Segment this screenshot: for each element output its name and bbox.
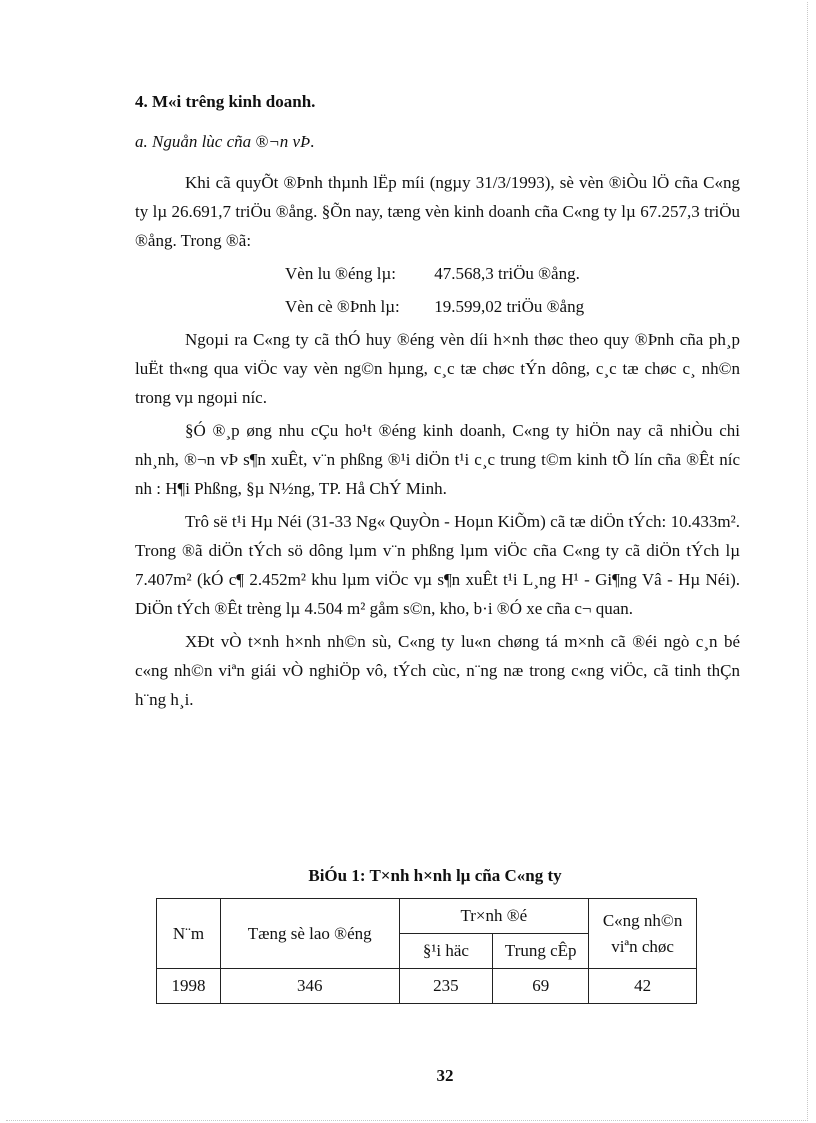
- cell-total: 346: [220, 969, 399, 1004]
- cell-year: 1998: [157, 969, 221, 1004]
- document-body: [135, 90, 740, 718]
- fixed-capital-line: [285, 292, 740, 321]
- paragraph-capital: Khi cã quyÕt ®Þnh thµnh lËp míi (ngµy 31/3/1993), sè vèn ®iÒu lÖ cña C«ng ty lµ 26.691,7 triÖu ®ång. §Õn nay, tæng vèn kinh doanh cña C«ng ty lµ 67.257,3 triÖu ®ång. Trong ®ã:: [135, 173, 740, 250]
- working-capital-line: [285, 259, 740, 288]
- page-number: 32: [436, 1066, 454, 1085]
- fixed-capital-value: 19.599,02 triÖu ®ång: [434, 297, 585, 316]
- cell-college: 69: [493, 969, 589, 1004]
- working-capital-value: 47.568,3 triÖu ®ång.: [434, 264, 580, 283]
- paragraph-funding: Ngoµi ra C«ng ty cã thÓ huy ®éng vèn díi h×nh thøc theo quy ®Þnh cña ph¸p luËt th«ng qua viÖc vay vèn ng©n hµng, c¸c tæ chøc tÝn dông, c¸c tæ chøc c¸ nh©n trong vµ ngoµi níc.: [135, 330, 740, 407]
- fixed-capital-label: Vèn cè ®Þnh lµ:: [285, 297, 400, 316]
- table-row: [157, 969, 697, 1004]
- header-total-staff: Tæng sè lao ®éng: [220, 899, 399, 969]
- staff-table: [156, 898, 697, 1004]
- table-caption: BiÓu 1: T×nh h×nh lµ cña C«ng ty: [308, 866, 562, 885]
- paragraph-personnel: XÐt vÒ t×nh h×nh nh©n sù, C«ng ty lu«n chøng tá m×nh cã ®éi ngò c¸n bé c«ng nh©n viªn giái vÒ nghiÖp vô, tÝch cùc, n¨ng næ trong c«ng viÖc, cã tinh thÇn h¨ng h¸i.: [135, 632, 740, 709]
- paragraph-headquarters: Trô së t¹i Hµ Néi (31-33 Ng« QuyÒn - Hoµn KiÕm) cã tæ diÖn tÝch: 10.433m². Trong ®ã diÖn tÝch sö dông lµm v¨n phßng lµm viÖc cña C«ng ty cã diÖn tÝch lµ 7.407m² (kÓ c¶ 2.452m² khu lµm viÖc vµ s¶n xuÊt t¹i L¸ng H¹ - Gi¶ng Vâ - Hµ Néi). DiÖn tÝch ®Êt trèng lµ 4.504 m² gåm s©n, kho, b·i ®Ó xe cña c¬ quan.: [135, 512, 740, 618]
- header-workers: C«ng nh©n viªn chøc: [589, 899, 697, 969]
- table-header-row: [157, 899, 697, 934]
- section-heading: 4. M«i trêng kinh doanh.: [135, 92, 316, 111]
- header-qualification: Tr×nh ®é: [399, 899, 589, 934]
- header-university: §¹i häc: [399, 934, 493, 969]
- header-college: Trung cÊp: [493, 934, 589, 969]
- header-year: N¨m: [157, 899, 221, 969]
- paragraph-branches: §Ó ®¸p øng nhu cÇu ho¹t ®éng kinh doanh, C«ng ty hiÖn nay cã nhiÒu chi nh¸nh, ®¬n vÞ s¶n xuÊt, v¨n phßng ®¹i diÖn t¹i c¸c trung t©m kinh tÕ lín cña ®Êt níc nh : H¶i Phßng, §µ N½ng, TP. Hå ChÝ Minh.: [135, 421, 740, 498]
- cell-workers: 42: [589, 969, 697, 1004]
- cell-university: 235: [399, 969, 493, 1004]
- subsection-heading: a. Nguån lùc cña ®¬n vÞ.: [135, 132, 315, 151]
- working-capital-label: Vèn lu ®éng lµ:: [285, 264, 396, 283]
